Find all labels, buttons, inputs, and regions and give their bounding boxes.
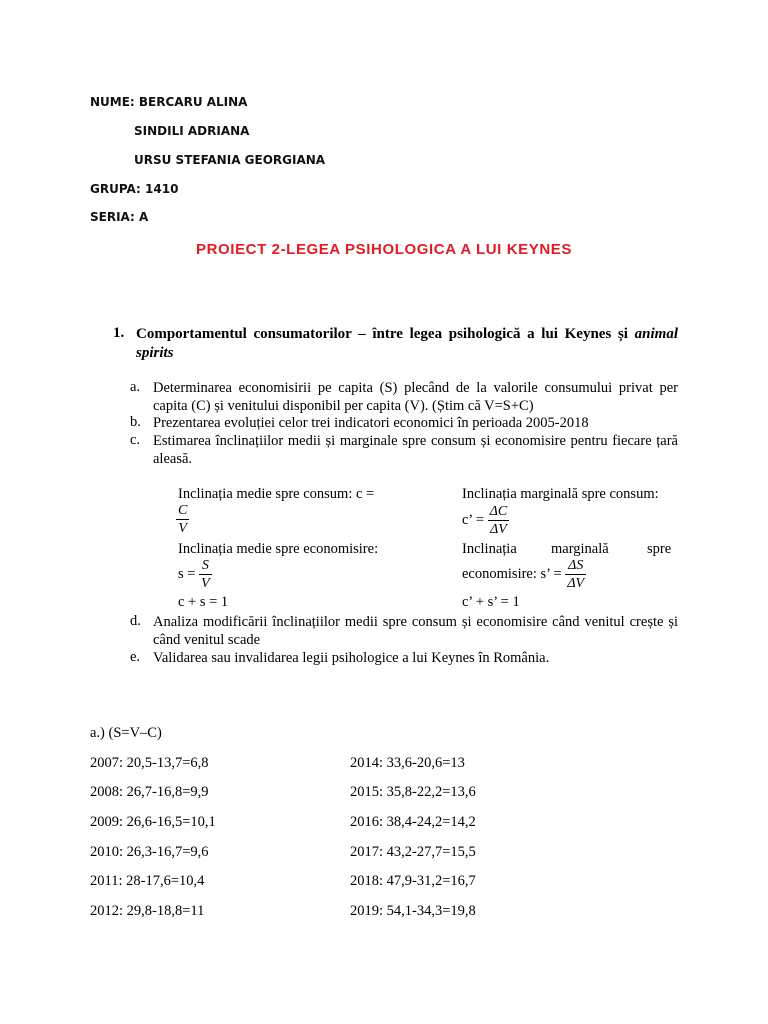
calc-row-right: 2016: 38,4-24,2=14,2 <box>350 814 476 830</box>
avg-consumption-label: Inclinația medie spre consum: c = <box>178 486 375 502</box>
calc-row-left: 2010: 26,3-16,7=9,6 <box>90 844 209 860</box>
subitem-text-e: Validarea sau invalidarea legii psihologice a lui Keynes în România. <box>153 650 550 666</box>
calc-row-left: 2008: 26,7-16,8=9,9 <box>90 784 209 800</box>
calc-row-right: 2017: 43,2-27,7=15,5 <box>350 844 476 860</box>
subitem-letter-e: e. <box>130 649 141 665</box>
subitem-text-c: Estimarea înclinațiilor medii și marginale spre consum și economisire pentru fiecare țară aleasă. <box>153 433 678 467</box>
calc-row-left: 2009: 26,6-16,5=10,1 <box>90 814 216 830</box>
team-member-3: URSU STEFANIA GEORGIANA <box>134 153 326 167</box>
avg-saving-prefix: s = <box>178 565 196 582</box>
marg-saving-denominator: ΔV <box>567 576 585 591</box>
calc-row-right: 2014: 33,6-20,6=13 <box>350 755 465 771</box>
team-member-2: SINDILI ADRIANA <box>134 124 250 138</box>
calc-row-right: 2015: 35,8-22,2=13,6 <box>350 784 476 800</box>
subitem-text-b: Prezentarea evoluției celor trei indicatori economici în perioada 2005-2018 <box>153 415 589 431</box>
calc-row-left: 2011: 28-17,6=10,4 <box>90 873 205 889</box>
marg-saving-prefix: economisire: s’ = <box>462 565 562 582</box>
series-label: SERIA: A <box>90 210 149 224</box>
subitem-letter-c: c. <box>130 432 141 448</box>
section-heading <box>136 325 678 363</box>
calc-row-right: 2019: 54,1-34,3=19,8 <box>350 903 476 919</box>
marg-consumption-formula <box>462 503 509 538</box>
marg-consumption-denominator: ΔV <box>490 522 507 537</box>
avg-consumption-numerator: C <box>178 503 188 518</box>
avg-saving-numerator: S <box>199 557 212 575</box>
sum-avg-identity: c + s = 1 <box>178 594 229 610</box>
sum-marg-identity: c’ + s’ = 1 <box>462 594 520 610</box>
marg-consumption-numerator: ΔC <box>489 504 508 519</box>
avg-consumption-denominator: V <box>178 521 187 536</box>
section-heading-text: Comportamentul consumatorilor – între legea psihologică a lui Keynes și <box>136 326 628 342</box>
avg-saving-formula <box>178 557 212 592</box>
document-title: PROIECT 2-LEGEA PSIHOLOGICA A LUI KEYNES <box>196 241 572 258</box>
marg-saving-label-3: spre <box>647 541 672 557</box>
section-number: 1. <box>113 325 125 341</box>
subitem-letter-d: d. <box>130 613 141 629</box>
avg-saving-label: Inclinația medie spre economisire: <box>178 541 379 557</box>
marg-saving-label-2: marginală <box>551 541 609 557</box>
calc-row-left: 2007: 20,5-13,7=6,8 <box>90 755 209 771</box>
subitem-text-a: Determinarea economisirii pe capita (S) plecând de la valorile consumului privat per capita (C) și venitului disponibil per capita (V). (Știm că V=S+C) <box>153 380 678 414</box>
student-name: NUME: BERCARU ALINA <box>90 95 248 109</box>
calc-row-right: 2018: 47,9-31,2=16,7 <box>350 873 476 889</box>
section-heading-italic: animal spirits <box>136 326 678 361</box>
marg-saving-formula <box>462 557 586 592</box>
part-a-heading: a.) (S=V–C) <box>90 725 162 741</box>
avg-saving-denominator: V <box>201 576 210 591</box>
marg-saving-label-1: Inclinația <box>462 541 517 557</box>
group-label: GRUPA: 1410 <box>90 182 179 196</box>
marg-consumption-label: Inclinația marginală spre consum: <box>462 486 659 502</box>
marg-consumption-prefix: c’ = <box>462 511 484 528</box>
calc-row-left: 2012: 29,8-18,8=11 <box>90 903 205 919</box>
subitem-letter-b: b. <box>130 414 141 430</box>
marg-saving-numerator: ΔS <box>565 557 586 575</box>
subitem-letter-a: a. <box>130 379 141 395</box>
subitem-text-d: Analiza modificării înclinațiilor medii spre consum și economisire când venitul crește și când venitul scade <box>153 614 678 648</box>
avg-consumption-fraction <box>176 502 189 537</box>
